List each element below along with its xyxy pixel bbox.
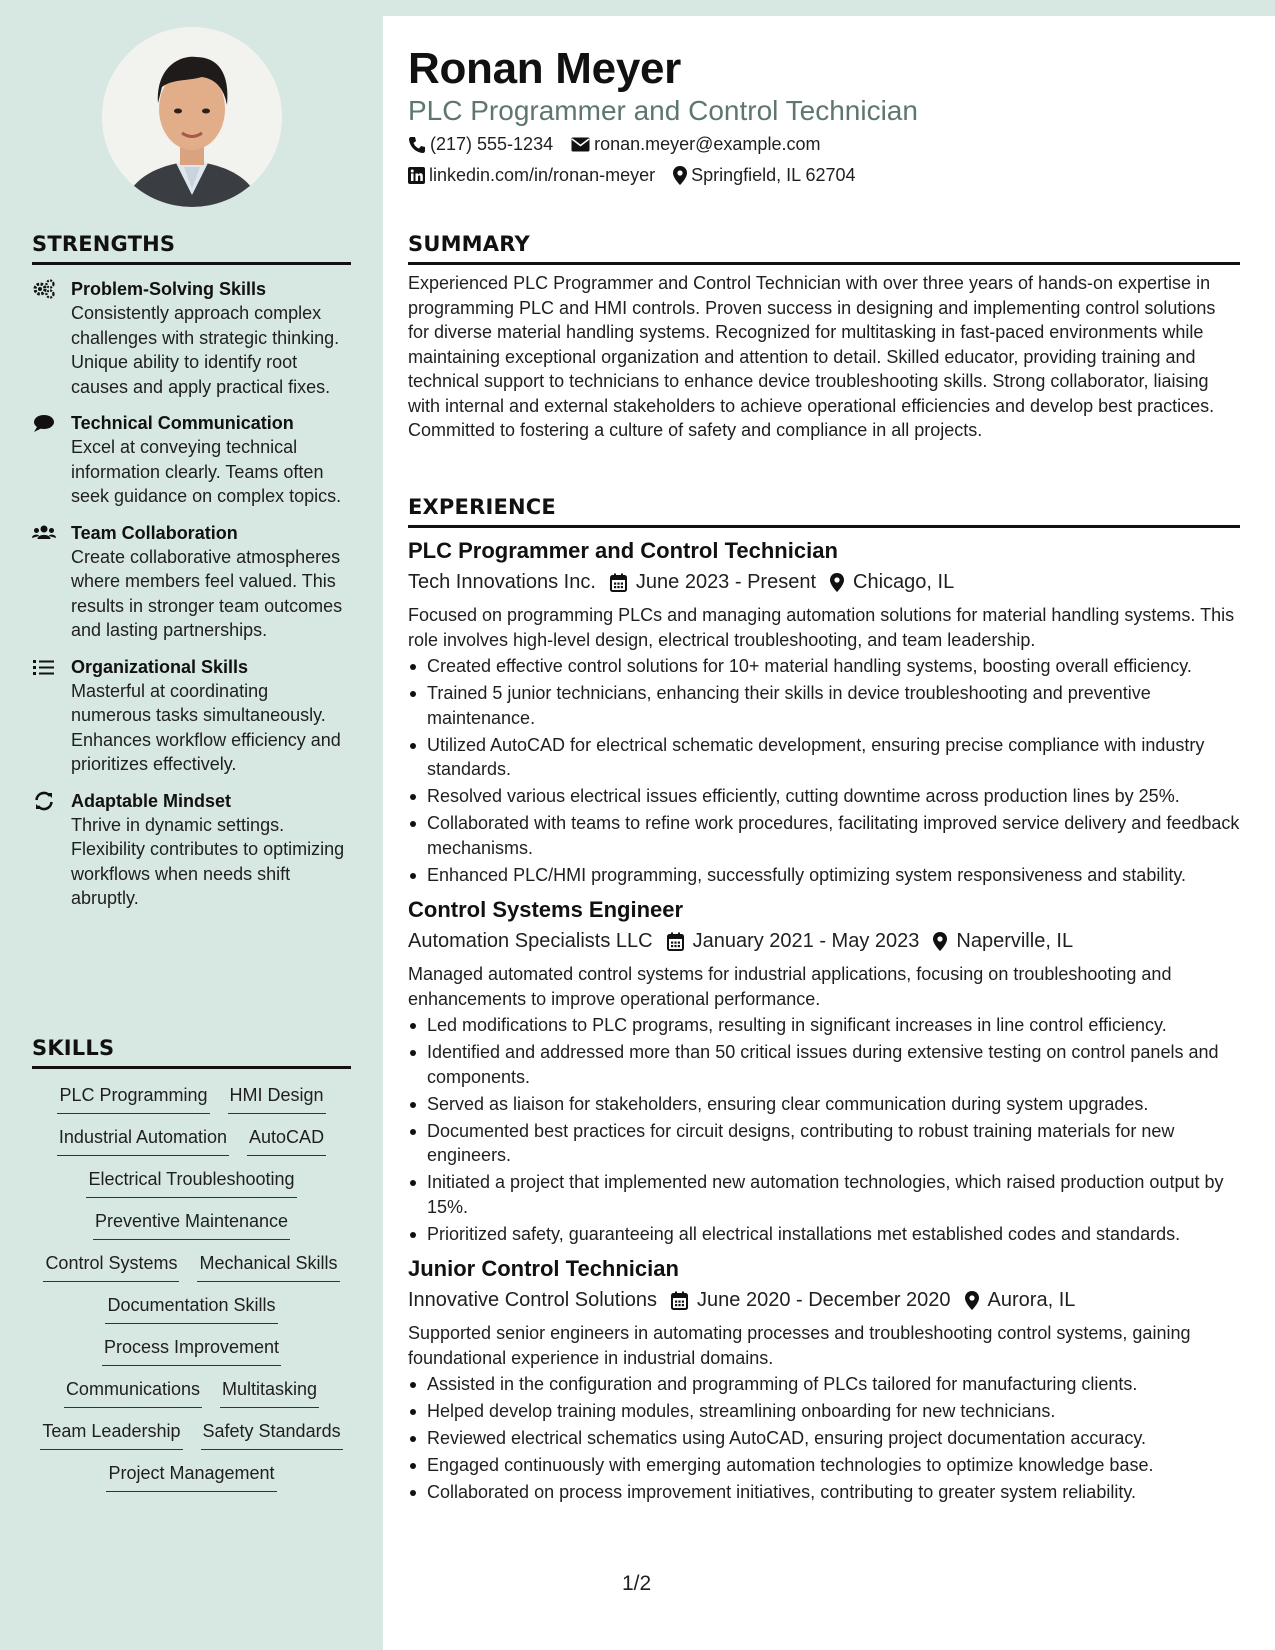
job-meta xyxy=(408,925,1240,957)
skill-tag: AutoCAD xyxy=(247,1125,326,1156)
calendar-icon xyxy=(610,573,627,592)
job-location xyxy=(933,925,1073,957)
strength-desc: Excel at conveying technical information clearly. Teams often seek guidance on complex topics. xyxy=(71,437,342,506)
map-pin-icon xyxy=(933,932,947,951)
job-bullet: Engaged continuously with emerging automation technologies to optimize knowledge base. xyxy=(408,1453,1240,1478)
strength-desc: Thrive in dynamic settings. Flexibility contributes to optimizing workflows when needs shift abruptly. xyxy=(71,814,345,908)
linkedin-icon xyxy=(408,167,425,184)
strength-title: Adaptable Mindset xyxy=(71,790,232,811)
job-bullet: Assisted in the configuration and programming of PLCs tailored for manufacturing clients. xyxy=(408,1372,1240,1397)
skill-tag: Safety Standards xyxy=(201,1419,343,1450)
summary-section xyxy=(408,232,1240,443)
skill-tag: Team Leadership xyxy=(40,1419,182,1450)
job-bullet: Collaborated with teams to refine work procedures, facilitating improved service delivery and feedback mechanisms. xyxy=(408,811,1240,860)
skill-tag: Mechanical Skills xyxy=(197,1251,339,1282)
summary-heading: SUMMARY xyxy=(408,232,1240,265)
linkedin-contact[interactable] xyxy=(408,165,655,186)
strength-item xyxy=(32,411,351,509)
job-location-text: Naperville, IL xyxy=(956,930,1074,952)
summary-text: Experienced PLC Programmer and Control Technician with over three years of hands-on expertise in programming PLC and HMI controls. Proven success in designing and implementing control solutions for diverse material handling systems. Recognized for multitasking in fast-paced environments while maintaining exceptional organization and attention to detail. Skilled educator, providing training and technical support to technicians to enhance device troubleshooting skills. Strong collaborator, liaising with internal and external stakeholders to achieve operational efficiencies and develop best practices. Committed to fostering a culture of safety and compliance in all projects. xyxy=(408,273,1216,440)
linkedin-text: linkedin.com/in/ronan-meyer xyxy=(429,165,656,185)
strength-title: Team Collaboration xyxy=(71,522,238,543)
users-icon xyxy=(32,523,56,543)
job-bullet: Resolved various electrical issues efficiently, cutting downtime across production lines by 25%. xyxy=(408,784,1240,809)
job-location xyxy=(965,1284,1076,1316)
job-dates xyxy=(667,925,920,957)
gears-icon xyxy=(32,279,56,299)
strength-desc: Masterful at coordinating numerous tasks simultaneously. Enhances workflow efficiency and prioritizes effectively. xyxy=(71,680,341,774)
job-description: Supported senior engineers in automating processes and troubleshooting control systems, gaining foundational experience in industrial domains. xyxy=(408,1323,1191,1368)
phone-icon xyxy=(408,136,426,154)
strength-title: Technical Communication xyxy=(71,413,294,433)
strengths-heading: STRENGTHS xyxy=(32,232,351,265)
contact-row xyxy=(408,134,838,155)
job-title: Control Systems Engineer xyxy=(408,897,684,922)
job-bullet: Trained 5 junior technicians, enhancing their skills in device troubleshooting and preventive maintenance. xyxy=(408,681,1240,730)
job-location-text: Aurora, IL xyxy=(987,1289,1076,1311)
skill-tag: Project Management xyxy=(106,1461,276,1492)
job-dates-text: June 2023 - Present xyxy=(635,571,817,593)
job-entry xyxy=(408,895,1240,1246)
skill-tag: HMI Design xyxy=(228,1083,326,1114)
strength-item xyxy=(32,789,351,911)
sidebar xyxy=(0,0,383,1650)
experience-heading: EXPERIENCE xyxy=(408,495,1240,528)
skill-tag: Preventive Maintenance xyxy=(93,1209,290,1240)
job-bullet: Identified and addressed more than 50 critical issues during extensive testing on control panels and components. xyxy=(408,1040,1240,1089)
strength-item xyxy=(32,655,351,777)
job-bullets xyxy=(408,654,1240,887)
calendar-icon xyxy=(667,932,684,951)
page-number: 1/2 xyxy=(622,1572,652,1595)
company-name: Innovative Control Solutions xyxy=(408,1289,658,1311)
company-name: Automation Specialists LLC xyxy=(408,930,653,952)
strengths-section xyxy=(32,232,351,911)
map-pin-icon xyxy=(673,166,687,185)
envelope-icon xyxy=(571,137,590,152)
email-text: ronan.meyer@example.com xyxy=(594,134,821,154)
job-meta xyxy=(408,566,1240,598)
skill-tag: Electrical Troubleshooting xyxy=(86,1167,296,1198)
job-bullet: Reviewed electrical schematics using AutoCAD, ensuring project documentation accuracy. xyxy=(408,1426,1240,1451)
skill-tag: Communications xyxy=(64,1377,202,1408)
job-bullet: Documented best practices for circuit designs, contributing to robust training materials for new engineers. xyxy=(408,1119,1240,1168)
job-bullets xyxy=(408,1013,1240,1246)
job-dates xyxy=(610,566,816,598)
skill-tag: Control Systems xyxy=(43,1251,179,1282)
skill-tag: Documentation Skills xyxy=(105,1293,277,1324)
map-pin-icon xyxy=(965,1291,979,1310)
strength-title: Organizational Skills xyxy=(71,656,249,677)
job-bullet: Collaborated on process improvement initiatives, contributing to greater system reliability. xyxy=(408,1480,1240,1505)
location-contact xyxy=(673,165,855,186)
strength-item xyxy=(32,521,351,643)
email-contact[interactable] xyxy=(571,134,820,155)
sync-icon xyxy=(32,791,56,811)
job-bullet: Utilized AutoCAD for electrical schematic development, ensuring precise compliance with industry standards. xyxy=(408,733,1240,782)
map-pin-icon xyxy=(830,573,844,592)
phone-text: (217) 555-1234 xyxy=(430,134,554,154)
skill-tag: PLC Programming xyxy=(57,1083,209,1114)
strength-title: Problem-Solving Skills xyxy=(71,279,267,299)
job-entry xyxy=(408,1254,1240,1505)
skills-section xyxy=(32,1036,351,1492)
calendar-icon xyxy=(671,1291,688,1310)
experience-section xyxy=(408,495,1240,1507)
strength-desc: Consistently approach complex challenges with strategic thinking. Unique ability to identify root causes and apply practical fixes. xyxy=(71,303,340,397)
job-title: PLC Programmer and Control Technician xyxy=(408,538,838,563)
job-dates-text: January 2021 - May 2023 xyxy=(692,930,920,952)
job-entry xyxy=(408,536,1240,887)
profile-photo xyxy=(102,27,282,207)
skill-tag: Multitasking xyxy=(220,1377,319,1408)
job-bullet: Helped develop training modules, streamlining onboarding for new technicians. xyxy=(408,1399,1240,1424)
job-location xyxy=(830,566,954,598)
job-bullet: Created effective control solutions for 10+ material handling systems, boosting overall efficiency. xyxy=(408,654,1240,679)
job-role-title: PLC Programmer and Control Technician xyxy=(408,95,918,126)
speech-bubble-icon xyxy=(32,413,56,433)
location-text: Springfield, IL 62704 xyxy=(691,165,856,185)
skills-heading: SKILLS xyxy=(32,1036,351,1069)
job-bullet: Initiated a project that implemented new automation technologies, which raised production output by 15%. xyxy=(408,1170,1240,1219)
company-name: Tech Innovations Inc. xyxy=(408,571,596,593)
list-icon xyxy=(32,657,56,677)
job-title: Junior Control Technician xyxy=(408,1256,679,1281)
job-bullet: Prioritized safety, guaranteeing all electrical installations met established codes and standards. xyxy=(408,1222,1240,1247)
job-bullet: Enhanced PLC/HMI programming, successfully optimizing system responsiveness and stability. xyxy=(408,863,1240,888)
phone-contact[interactable] xyxy=(408,134,553,155)
job-bullet: Served as liaison for stakeholders, ensuring clear communication during system upgrades. xyxy=(408,1092,1240,1117)
candidate-name: Ronan Meyer xyxy=(408,44,681,93)
contact-row-2 xyxy=(408,165,874,186)
job-meta xyxy=(408,1284,1240,1316)
skill-tag: Industrial Automation xyxy=(57,1125,229,1156)
strength-item xyxy=(32,277,351,399)
skills-list xyxy=(32,1083,351,1492)
job-dates xyxy=(671,1284,951,1316)
job-description: Managed automated control systems for industrial applications, focusing on troubleshooting and enhancements to improve operational performance. xyxy=(408,964,1172,1009)
job-location-text: Chicago, IL xyxy=(853,571,955,593)
skill-tag: Process Improvement xyxy=(102,1335,281,1366)
strength-desc: Create collaborative atmospheres where members feel valued. This results in stronger team outcomes and lasting partnerships. xyxy=(71,546,343,640)
job-bullets xyxy=(408,1372,1240,1505)
job-description: Focused on programming PLCs and managing automation solutions for material handling systems. This role involves high-level design, electrical troubleshooting, and team leadership. xyxy=(408,605,1235,650)
job-dates-text: June 2020 - December 2020 xyxy=(697,1289,951,1311)
job-bullet: Led modifications to PLC programs, resulting in significant increases in line control efficiency. xyxy=(408,1013,1240,1038)
